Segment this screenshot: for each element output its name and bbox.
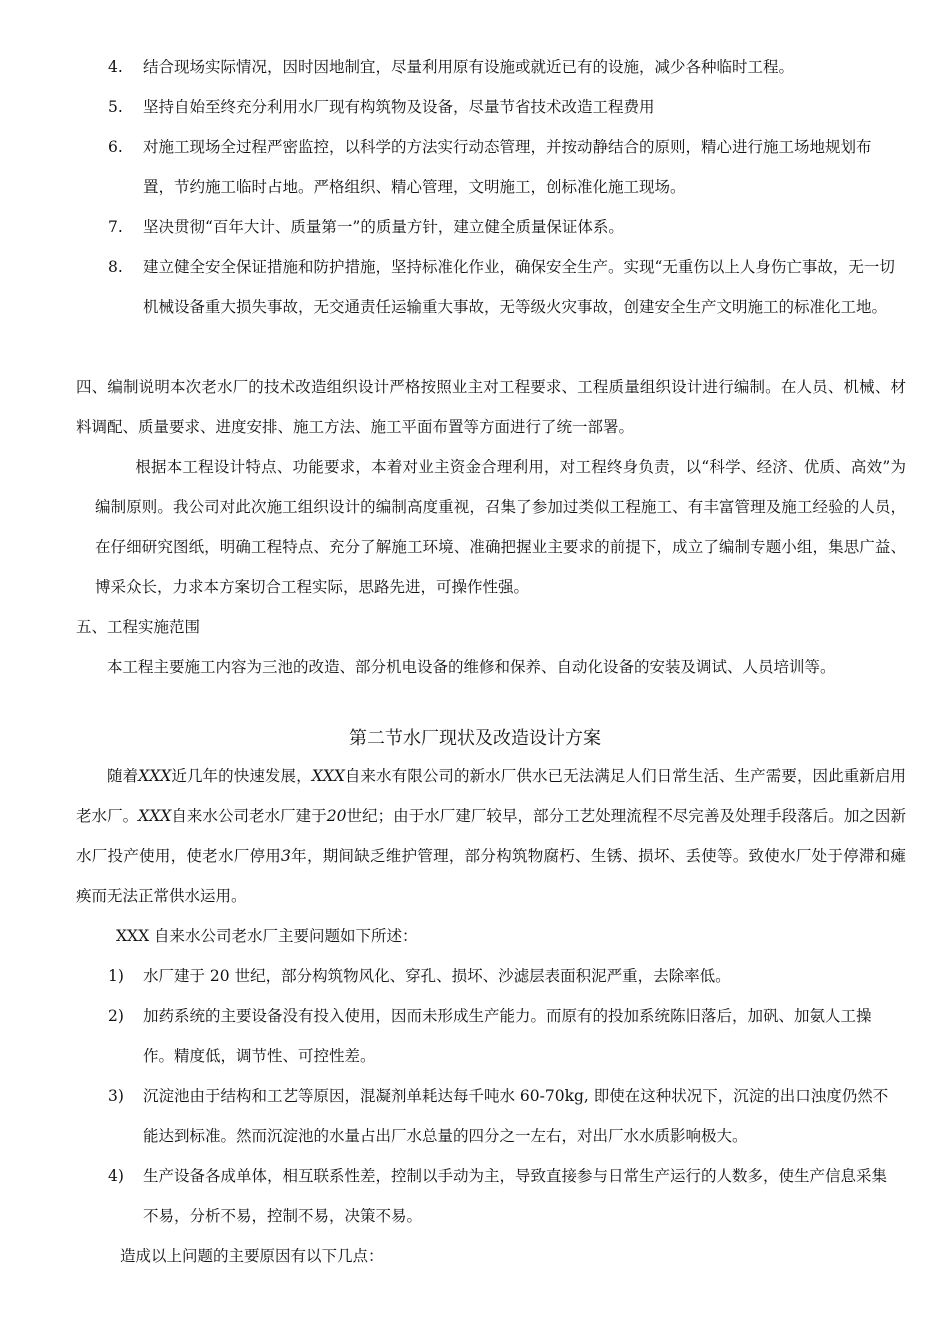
- problem-number: 3): [108, 1087, 124, 1105]
- section-4-paragraph: 四、编制说明本次老水厂的技术改造组织设计严格按照业主对工程要求、工程质量组织设计进行编制。在人员、机械、材料调配、质量要求、进度安排、施工方法、施工平面布置等方面进行了统一部署。: [76, 378, 906, 436]
- problem-text: 水厂建于 20 世纪，部分构筑物风化、穿孔、损坏、沙滤层表面积泥严重，去除率低。: [143, 967, 731, 985]
- intro-paragraph: [76, 756, 906, 916]
- placeholder-name: XXX: [138, 767, 172, 785]
- list-text: 坚决贯彻“百年大计、质量第一”的质量方针，建立健全质量保证体系。: [143, 218, 624, 236]
- placeholder-name: XXX: [311, 767, 345, 785]
- list-text: 结合现场实际情况，因时因地制宜，尽量利用原有设施或就近已有的设施，减少各种临时工程。: [143, 58, 795, 76]
- section-5-paragraph: 本工程主要施工内容为三池的改造、部分机电设备的维修和保养、自动化设备的安装及调试、人员培训等。: [107, 658, 836, 676]
- list-item: [108, 127, 898, 207]
- list-number: 5.: [108, 98, 123, 116]
- list-item: [108, 247, 898, 327]
- list-text: 建立健全安全保证措施和防护措施，坚持标准化作业，确保安全生产。实现“无重伤以上人身伤亡事故，无一切机械设备重大损失事故，无交通责任运输重大事故，无等级火灾事故，创建安全生产文明施工的标准化工地。: [143, 258, 895, 316]
- problem-item: [108, 996, 898, 1076]
- problem-number: 2): [108, 1007, 124, 1025]
- list-number: 8.: [108, 258, 123, 276]
- intro-text: 随着: [107, 767, 139, 785]
- intro-text: 自来水有限公司的新水厂供水已无法满足人们日常生活、生产需要，因此重新启用老水厂。: [76, 767, 906, 825]
- list-text: 对施工现场全过程严密监控，以科学的方法实行动态管理，并按动静结合的原则，精心进行施工场地规划布置，节约施工临时占地。严格组织、精心管理，文明施工，创标准化施工现场。: [143, 138, 872, 196]
- closing-line: 造成以上问题的主要原因有以下几点：: [120, 1247, 384, 1265]
- problem-number: 4): [108, 1167, 124, 1185]
- years-number: 3: [281, 847, 291, 865]
- section-5-heading: 五、工程实施范围: [76, 618, 201, 636]
- list-item: [108, 87, 898, 127]
- list-item: [108, 207, 898, 247]
- list-number: 6.: [108, 138, 123, 156]
- intro-text: 世纪；由于水厂建厂较早，部分工艺处理流程不尽完善及处理手段落后。加之因新水厂投产使用，使老水厂停用: [76, 807, 906, 865]
- list-text: 坚持自始至终充分利用水厂现有构筑物及设备，尽量节省技术改造工程费用: [143, 98, 655, 116]
- problem-item: [108, 1076, 898, 1156]
- list-number: 7.: [108, 218, 123, 236]
- section-title: 第二节水厂现状及改造设计方案: [349, 728, 601, 749]
- placeholder-name: XXX: [138, 807, 172, 825]
- problem-number: 1): [108, 967, 124, 985]
- problem-item: [108, 1156, 898, 1236]
- problem-text: 生产设备各成单体，相互联系性差，控制以手动为主，导致直接参与日常生产运行的人数多，使生产信息采集不易，分析不易，控制不易，决策不易。: [143, 1167, 888, 1225]
- intro-text: 自来水公司老水厂建于: [171, 807, 327, 825]
- century-number: 20: [326, 807, 347, 825]
- intro-text: 年，期间缺乏维护管理，部分构筑物腐朽、生锈、损坏、丢使等。致使水厂处于停滞和瘫痪而无法正常供水运用。: [76, 847, 906, 905]
- list-number: 4.: [108, 58, 123, 76]
- problems-intro: XXX 自来水公司老水厂主要问题如下所述：: [116, 927, 418, 945]
- intro-text: 近几年的快速发展，: [171, 767, 312, 785]
- problem-text: 沉淀池由于结构和工艺等原因，混凝剂单耗达每千吨水 60-70kg, 即使在这种状况下，沉淀的出口浊度仍然不能达到标准。然而沉淀池的水量占出厂水总量的四分之一左右，对出厂水水质影响极大。: [143, 1087, 889, 1145]
- problem-text: 加药系统的主要设备没有投入使用，因而未形成生产能力。而原有的投加系统陈旧落后，加矾、加氨人工操作。精度低，调节性、可控性差。: [143, 1007, 872, 1065]
- list-item: [108, 47, 898, 87]
- problem-item: [108, 956, 898, 996]
- section-4-body: 根据本工程设计特点、功能要求，本着对业主资金合理利用，对工程终身负责，以“科学、经济、优质、高效”为编制原则。我公司对此次施工组织设计的编制高度重视，召集了参加过类似工程施工、有丰富管理及施工经验的人员，在仔细研究图纸，明确工程特点、充分了解施工环境、准确把握业主要求的前提下，成立了编制专题小组，集思广益、博采众长，力求本方案切合工程实际，思路先进，可操作性强。: [95, 458, 906, 596]
